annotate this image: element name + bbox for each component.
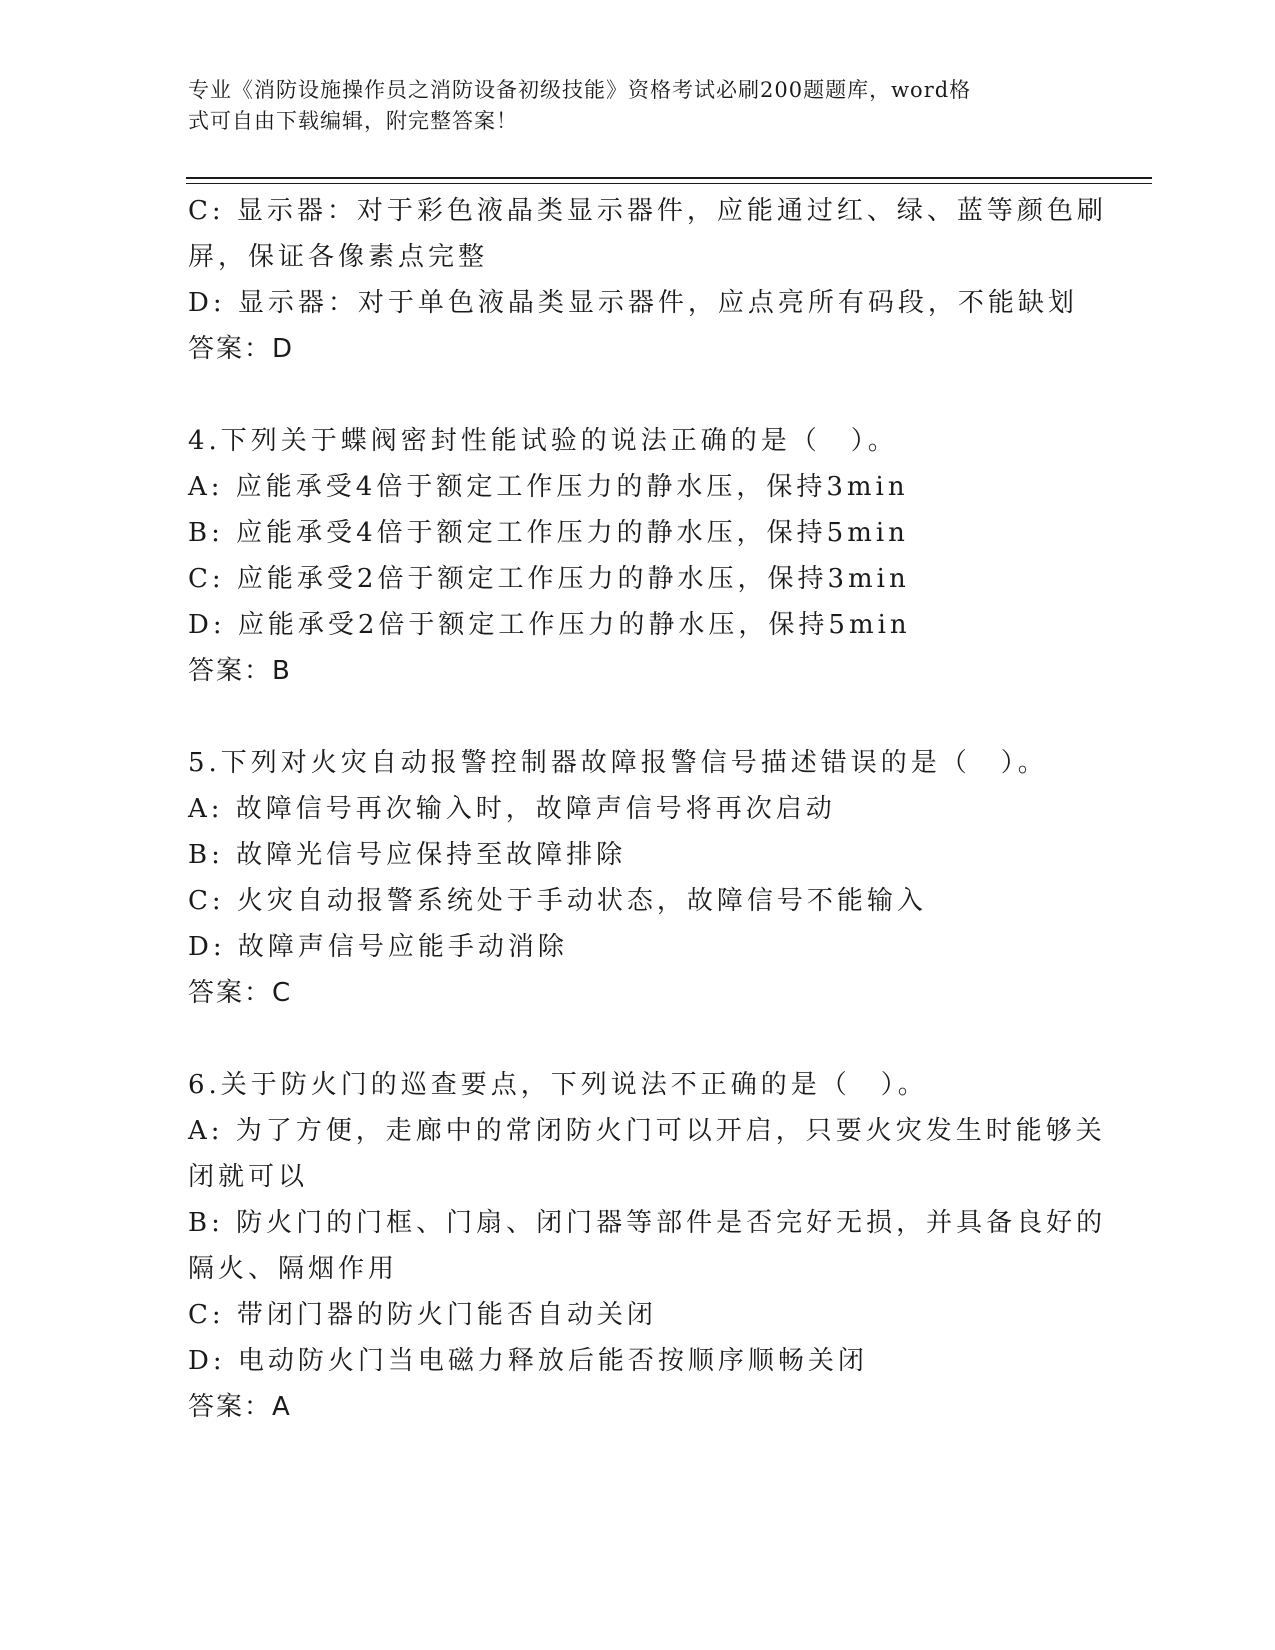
option-b: B: 防火门的门框、门扇、闭门器等部件是否完好无损，并具备良好的 [188, 1208, 1107, 1238]
question-5 [188, 740, 1088, 1016]
option-d: D: 电动防火门当电磁力释放后能否按顺序顺畅关闭 [188, 1346, 868, 1376]
option-d: D: 显示器：对于单色液晶类显示器件，应点亮所有码段，不能缺划 [188, 288, 1078, 318]
option-a-continued: 闭就可以 [188, 1162, 309, 1192]
header-divider-thick [186, 177, 1152, 179]
answer-line: 答案：C [188, 978, 293, 1008]
option-c: C: 应能承受2倍于额定工作压力的静水压，保持3min [188, 564, 910, 594]
question-6 [188, 1062, 1107, 1430]
answer-line: 答案：D [188, 334, 295, 364]
question-stem: 5.下列对火灾自动报警控制器故障报警信号描述错误的是（ ）。 [188, 748, 1048, 778]
option-b: B: 故障光信号应保持至故障排除 [188, 840, 627, 870]
option-b: B: 应能承受4倍于额定工作压力的静水压，保持5min [188, 518, 909, 548]
option-b-continued: 隔火、隔烟作用 [188, 1254, 399, 1284]
question-4 [188, 418, 1088, 694]
option-c: C: 显示器：对于彩色液晶类显示器件，应能通过红、绿、蓝等颜色刷 [188, 196, 1107, 226]
question-stem: 4.下列关于蝶阀密封性能试验的说法正确的是（ ）。 [188, 426, 898, 456]
option-a: A: 应能承受4倍于额定工作压力的静水压，保持3min [188, 472, 909, 502]
option-c: C: 火灾自动报警系统处于手动状态，故障信号不能输入 [188, 886, 927, 916]
header-line-2: 式可自由下载编辑，附完整答案！ [188, 109, 518, 133]
document-header [188, 75, 1068, 137]
header-line-1: 专业《消防设施操作员之消防设备初级技能》资格考试必刷200题题库，word格 [188, 78, 972, 102]
option-d: D: 故障声信号应能手动消除 [188, 932, 568, 962]
header-divider-thin [186, 183, 1152, 184]
option-d: D: 应能承受2倍于额定工作压力的静水压，保持5min [188, 610, 911, 640]
option-a: A: 为了方便，走廊中的常闭防火门可以开启，只要火灾发生时能够关 [188, 1116, 1106, 1146]
answer-line: 答案：A [188, 1392, 292, 1422]
option-c: C: 带闭门器的防火门能否自动关闭 [188, 1300, 657, 1330]
question-content [188, 188, 1107, 1430]
option-a: A: 故障信号再次输入时，故障声信号将再次启动 [188, 794, 836, 824]
previous-question-tail [188, 188, 1107, 372]
option-c-continued: 屏，保证各像素点完整 [188, 242, 489, 272]
question-stem: 6.关于防火门的巡查要点，下列说法不正确的是（ ）。 [188, 1070, 928, 1100]
answer-line: 答案：B [188, 656, 292, 686]
